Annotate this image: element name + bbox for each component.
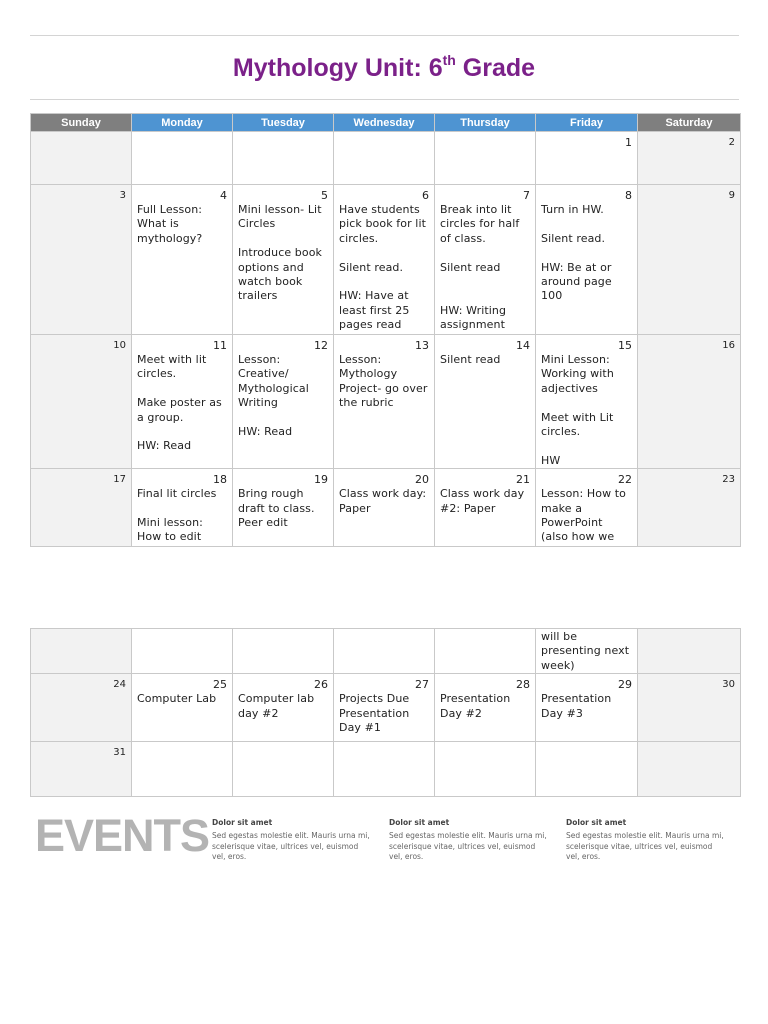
day-number: 15 xyxy=(618,339,632,352)
day-cell-sunday xyxy=(31,132,132,185)
day-notes: Lesson: Mythology Project- go over the rubric xyxy=(339,353,428,410)
day-cell-monday xyxy=(132,674,233,742)
day-notes xyxy=(334,149,434,150)
weekday-header-row xyxy=(31,114,741,132)
day-number xyxy=(233,742,333,759)
day-notes: Presentation Day #3 xyxy=(541,692,612,720)
day-notes: Meet with lit circles. Make poster as a group. HW: Read xyxy=(137,353,222,453)
day-cell-sunday xyxy=(31,629,132,674)
day-notes: Bring rough draft to class. Peer edit xyxy=(238,487,315,530)
day-notes xyxy=(31,759,131,760)
day-cell-wednesday xyxy=(334,132,435,185)
day-cell-thursday xyxy=(435,132,536,185)
day-cell-sunday xyxy=(31,185,132,335)
day-notes: Lesson: How to make a PowerPoint (also how we xyxy=(541,487,627,544)
day-notes xyxy=(233,629,333,630)
day-notes: Class work day: Paper xyxy=(339,487,427,515)
day-header-friday: Friday xyxy=(536,114,638,132)
day-number: 17 xyxy=(113,474,126,486)
day-number: 8 xyxy=(625,189,632,202)
day-notes: Projects Due Presentation Day #1 xyxy=(339,692,410,735)
day-number: 30 xyxy=(722,679,735,691)
title-rule xyxy=(30,99,739,100)
day-number: 5 xyxy=(321,189,328,202)
day-cell-monday xyxy=(132,132,233,185)
day-number xyxy=(132,742,232,759)
day-notes xyxy=(334,759,434,760)
title-rest: Grade xyxy=(455,54,536,82)
event-block-1 xyxy=(212,818,372,863)
calendar-table-top xyxy=(30,113,741,547)
day-number: 7 xyxy=(523,189,530,202)
day-cell-wednesday xyxy=(334,629,435,674)
day-number: 12 xyxy=(314,339,328,352)
day-notes xyxy=(638,759,740,760)
day-notes: Have students pick book for lit circles. Silent read. HW: Have at least first 25 pages read xyxy=(339,203,427,332)
day-cell-sunday xyxy=(31,469,132,547)
day-notes xyxy=(132,149,232,150)
day-notes xyxy=(31,352,131,353)
day-notes xyxy=(31,629,131,630)
top-rule xyxy=(30,35,739,36)
day-cell-tuesday xyxy=(233,629,334,674)
day-number: 24 xyxy=(113,679,126,691)
day-cell-monday xyxy=(132,185,233,335)
day-number: 28 xyxy=(516,678,530,692)
day-notes xyxy=(638,352,740,353)
day-number: 18 xyxy=(213,473,227,487)
day-notes xyxy=(334,629,434,630)
day-cell-wednesday xyxy=(334,674,435,742)
day-cell-friday xyxy=(536,335,638,469)
day-cell-wednesday xyxy=(334,742,435,797)
day-cell-thursday xyxy=(435,185,536,335)
day-header-saturday: Saturday xyxy=(638,114,741,132)
day-cell-saturday xyxy=(638,742,741,797)
day-number: 11 xyxy=(213,339,227,352)
day-cell-friday xyxy=(536,742,638,797)
day-number: 27 xyxy=(415,678,429,692)
day-number xyxy=(132,132,232,149)
day-number xyxy=(233,132,333,149)
day-notes xyxy=(233,149,333,150)
day-notes xyxy=(435,149,535,150)
day-cell-wednesday xyxy=(334,469,435,547)
day-cell-saturday xyxy=(638,469,741,547)
day-cell-sunday xyxy=(31,674,132,742)
day-cell-monday xyxy=(132,629,233,674)
day-number: 16 xyxy=(722,340,735,351)
day-notes: Computer Lab xyxy=(137,692,217,706)
event-heading: Dolor sit amet xyxy=(566,818,627,827)
day-notes xyxy=(31,691,131,692)
day-notes: Turn in HW. Silent read. HW: Be at or around page 100 xyxy=(541,203,612,303)
day-number xyxy=(435,132,535,149)
day-header-monday: Monday xyxy=(132,114,233,132)
day-cell-thursday xyxy=(435,335,536,469)
day-cell-tuesday xyxy=(233,469,334,547)
day-cell-saturday xyxy=(638,674,741,742)
day-cell-monday xyxy=(132,335,233,469)
day-cell-friday xyxy=(536,629,638,674)
day-header-wednesday: Wednesday xyxy=(334,114,435,132)
day-number: 31 xyxy=(113,747,126,759)
day-cell-saturday xyxy=(638,132,741,185)
event-block-2 xyxy=(389,818,549,863)
day-cell-friday xyxy=(536,132,638,185)
day-notes: Computer lab day #2 xyxy=(238,692,315,720)
day-number: 19 xyxy=(314,473,328,487)
day-notes: Full Lesson: What is mythology? xyxy=(137,203,203,245)
day-notes xyxy=(31,486,131,487)
day-notes xyxy=(638,629,740,630)
day-notes: Class work day #2: Paper xyxy=(440,487,525,515)
day-number: 14 xyxy=(516,339,530,352)
day-notes xyxy=(536,759,637,760)
day-number: 13 xyxy=(415,339,429,352)
day-number: 3 xyxy=(119,190,126,201)
day-cell-tuesday xyxy=(233,335,334,469)
event-heading: Dolor sit amet xyxy=(389,818,450,827)
day-cell-thursday xyxy=(435,469,536,547)
day-header-thursday: Thursday xyxy=(435,114,536,132)
day-notes xyxy=(233,759,333,760)
event-heading: Dolor sit amet xyxy=(212,818,273,827)
title-superscript: th xyxy=(442,52,456,68)
week-row xyxy=(31,469,741,547)
day-notes: Mini Lesson: Working with adjectives Meet with Lit circles. HW xyxy=(541,353,614,467)
week-row xyxy=(31,629,741,674)
day-number: 26 xyxy=(314,678,328,692)
day-cell-sunday xyxy=(31,335,132,469)
day-cell-tuesday xyxy=(233,132,334,185)
day-cell-saturday xyxy=(638,185,741,335)
day-number xyxy=(334,742,434,759)
day-number: 21 xyxy=(516,473,530,487)
day-number xyxy=(435,742,535,759)
day-number: 23 xyxy=(722,474,735,486)
day-notes xyxy=(536,149,637,150)
day-number: 29 xyxy=(618,678,632,692)
day-number: 22 xyxy=(618,473,632,487)
day-notes: Final lit circles Mini lesson: How to edit xyxy=(137,487,217,544)
day-cell-monday xyxy=(132,742,233,797)
day-number: 20 xyxy=(415,473,429,487)
week-row xyxy=(31,185,741,335)
day-header-tuesday: Tuesday xyxy=(233,114,334,132)
week-row xyxy=(31,335,741,469)
day-notes xyxy=(638,691,740,692)
day-cell-tuesday xyxy=(233,185,334,335)
day-cell-thursday xyxy=(435,742,536,797)
day-number xyxy=(31,132,131,149)
day-notes: Lesson: Creative/ Mythological Writing HW: Read xyxy=(238,353,309,439)
day-notes xyxy=(31,202,131,203)
day-number: 6 xyxy=(422,189,429,202)
day-number xyxy=(536,742,637,759)
day-notes: Mini lesson- Lit Circles Introduce book options and watch book trailers xyxy=(238,203,323,303)
title-main: Mythology Unit: 6 xyxy=(232,54,443,82)
day-cell-wednesday xyxy=(334,185,435,335)
day-notes xyxy=(31,149,131,150)
day-notes xyxy=(638,202,740,203)
day-number: 10 xyxy=(113,340,126,351)
day-number xyxy=(638,742,740,759)
day-notes xyxy=(435,629,535,630)
day-notes: Presentation Day #2 xyxy=(440,692,511,720)
day-notes xyxy=(132,629,232,630)
events-title: EVENTS xyxy=(35,810,210,861)
day-number: 1 xyxy=(625,136,632,149)
day-notes xyxy=(132,759,232,760)
day-notes: Break into lit circles for half of class. Silent read HW: Writing assignment xyxy=(440,203,520,332)
day-number: 9 xyxy=(728,190,735,201)
week-row xyxy=(31,132,741,185)
day-header-sunday: Sunday xyxy=(31,114,132,132)
day-number: 4 xyxy=(220,189,227,202)
day-notes: will be presenting next week) xyxy=(541,630,630,672)
day-cell-thursday xyxy=(435,674,536,742)
day-cell-thursday xyxy=(435,629,536,674)
event-block-3 xyxy=(566,818,726,863)
day-notes xyxy=(638,486,740,487)
day-cell-tuesday xyxy=(233,742,334,797)
day-cell-wednesday xyxy=(334,335,435,469)
day-cell-tuesday xyxy=(233,674,334,742)
day-cell-saturday xyxy=(638,335,741,469)
day-notes: Silent read xyxy=(440,353,501,366)
day-notes xyxy=(435,759,535,760)
day-cell-sunday xyxy=(31,742,132,797)
event-body: Sed egestas molestie elit. Mauris urna mi, scelerisque vitae, ultrices vel, euismod vel, eros. xyxy=(212,831,370,861)
week-row xyxy=(31,742,741,797)
day-number xyxy=(334,132,434,149)
day-notes xyxy=(638,149,740,150)
day-number: 25 xyxy=(213,678,227,692)
week-row xyxy=(31,674,741,742)
page-title xyxy=(0,54,768,83)
event-body: Sed egestas molestie elit. Mauris urna mi, scelerisque vitae, ultrices vel, euismod vel, eros. xyxy=(389,831,547,861)
day-number: 2 xyxy=(728,137,735,148)
day-cell-friday xyxy=(536,674,638,742)
day-cell-monday xyxy=(132,469,233,547)
day-cell-friday xyxy=(536,185,638,335)
day-cell-saturday xyxy=(638,629,741,674)
day-cell-friday xyxy=(536,469,638,547)
event-body: Sed egestas molestie elit. Mauris urna mi, scelerisque vitae, ultrices vel, euismod vel, eros. xyxy=(566,831,724,861)
calendar-table-continued xyxy=(30,628,741,797)
